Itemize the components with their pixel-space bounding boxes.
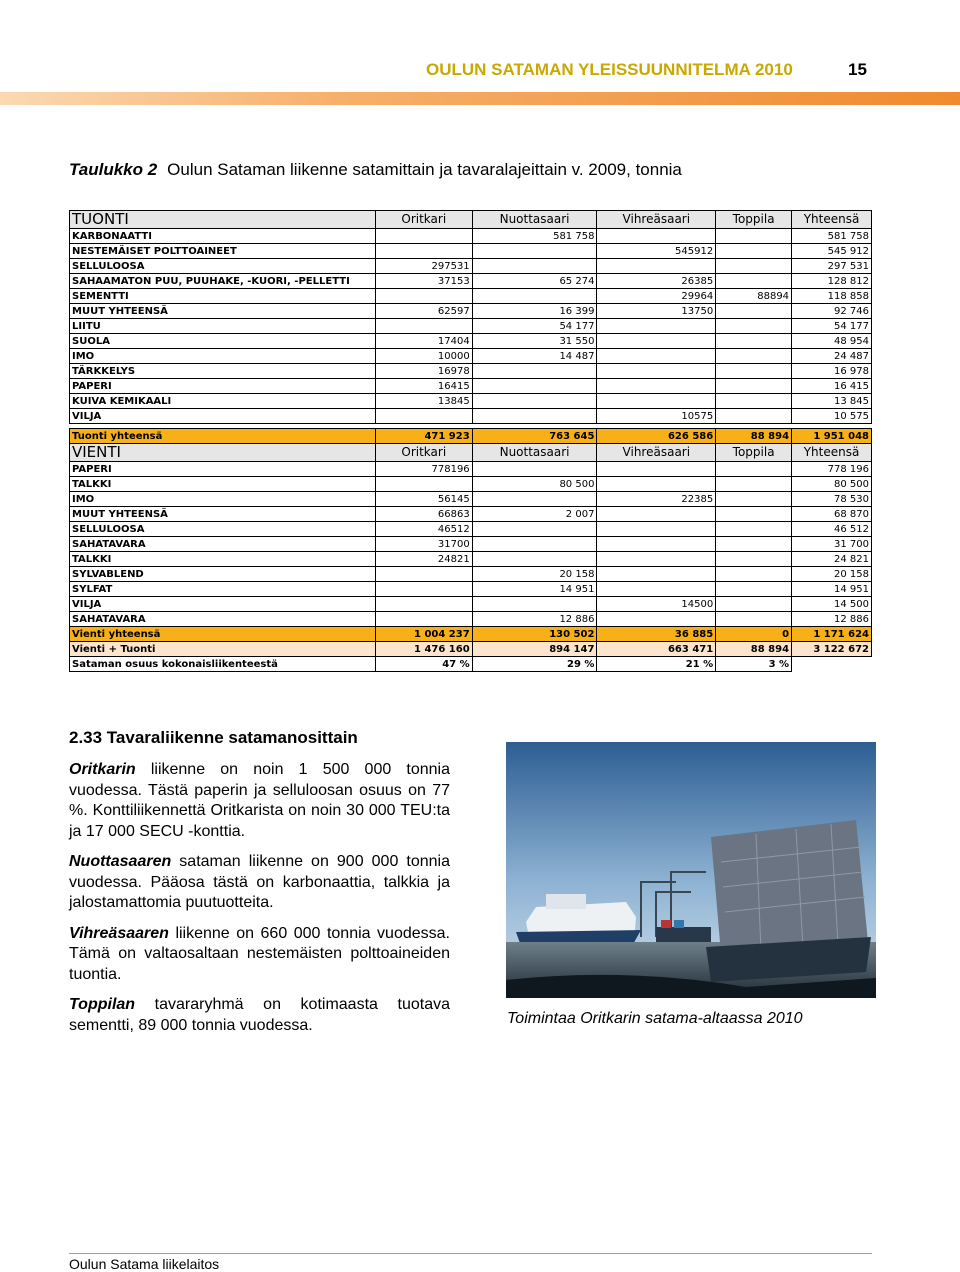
- export-total-row: [70, 627, 872, 642]
- table-cell: [597, 582, 716, 597]
- paragraph-vihreasaari: Vihreäsaaren liikenne on 660 000 tonnia vuodessa. Tämä on valtaosaltaan nestemäisten polttoaineiden tuontia.: [69, 924, 450, 983]
- table-cell: [716, 274, 792, 289]
- table-row: [70, 612, 872, 627]
- row-label: SYLVABLEND: [70, 567, 376, 582]
- row-label: SEMENTTI: [70, 289, 376, 304]
- table-cell: [472, 364, 597, 379]
- column-header: Toppila: [716, 211, 792, 229]
- row-label: Vienti yhteensä: [70, 627, 376, 642]
- table-cell: 29964: [597, 289, 716, 304]
- table-cell: [472, 394, 597, 409]
- table-cell: [375, 244, 472, 259]
- table-cell: [597, 537, 716, 552]
- table-row: [70, 379, 872, 394]
- table-cell: [472, 244, 597, 259]
- import-header-row: [70, 211, 872, 229]
- table-cell: 56145: [375, 492, 472, 507]
- row-label: VILJA: [70, 409, 376, 424]
- table-cell: [375, 409, 472, 424]
- table-cell: [472, 259, 597, 274]
- table-cell: 10575: [597, 409, 716, 424]
- table-cell: 24821: [375, 552, 472, 567]
- column-header: Yhteensä: [792, 211, 872, 229]
- table-cell: 24 487: [792, 349, 872, 364]
- table-row: [70, 597, 872, 612]
- table-row: [70, 304, 872, 319]
- table-cell: [597, 364, 716, 379]
- table-cell: [597, 612, 716, 627]
- table-row: [70, 522, 872, 537]
- table-cell: [716, 334, 792, 349]
- table-row: [70, 582, 872, 597]
- page-number: 15: [848, 60, 867, 79]
- row-label: TÄRKKELYS: [70, 364, 376, 379]
- table-cell: [597, 507, 716, 522]
- table-cell: 3 %: [716, 657, 792, 672]
- row-label: KUIVA KEMIKAALI: [70, 394, 376, 409]
- table-caption-label: Taulukko 2: [69, 160, 158, 179]
- table-cell: [375, 289, 472, 304]
- table-cell: 3 122 672: [792, 642, 872, 657]
- table-cell: 26385: [597, 274, 716, 289]
- row-label: LIITU: [70, 319, 376, 334]
- table-row: [70, 334, 872, 349]
- table-cell: [716, 537, 792, 552]
- column-header: Oritkari: [375, 211, 472, 229]
- table-cell: 10 575: [792, 409, 872, 424]
- table-cell: 88 894: [716, 642, 792, 657]
- table-cell: 16 415: [792, 379, 872, 394]
- table-cell: [375, 319, 472, 334]
- table-cell: [472, 462, 597, 477]
- header-bar: [0, 92, 960, 105]
- table-cell: 31700: [375, 537, 472, 552]
- column-header: Vihreäsaari: [597, 211, 716, 229]
- row-label: IMO: [70, 492, 376, 507]
- export-header-row: [70, 444, 872, 462]
- table-cell: [716, 379, 792, 394]
- table-cell: 36 885: [597, 627, 716, 642]
- table-row: [70, 537, 872, 552]
- photo-caption: Toimintaa Oritkarin satama-altaassa 2010: [507, 1010, 803, 1027]
- table-cell: [472, 522, 597, 537]
- row-label: SYLFAT: [70, 582, 376, 597]
- table-cell: 13845: [375, 394, 472, 409]
- table-cell: [472, 552, 597, 567]
- table-cell: 54 177: [792, 319, 872, 334]
- section-title: TUONTI: [70, 211, 376, 229]
- section-heading: 2.33 Tavaraliikenne satamanosittain: [69, 728, 358, 747]
- table-cell: [716, 612, 792, 627]
- table-cell: [716, 349, 792, 364]
- table-cell: 20 158: [472, 567, 597, 582]
- table-cell: 31 700: [792, 537, 872, 552]
- table-cell: [472, 537, 597, 552]
- table-cell: 21 %: [597, 657, 716, 672]
- table-cell: [597, 394, 716, 409]
- row-label: KARBONAATTI: [70, 229, 376, 244]
- table-cell: [597, 379, 716, 394]
- table-cell: [597, 334, 716, 349]
- table-cell: 88894: [716, 289, 792, 304]
- table-cell: 297531: [375, 259, 472, 274]
- table-cell: [597, 319, 716, 334]
- table-cell: [375, 597, 472, 612]
- table-cell: [716, 477, 792, 492]
- row-label: PAPERI: [70, 462, 376, 477]
- table-row: [70, 259, 872, 274]
- paragraph-nuottasaari: Nuottasaaren sataman liikenne on 900 000 tonnia vuodessa. Pääosa tästä on karbonaattia, talkkia ja jalostamattomia puutuotteita.: [69, 853, 450, 911]
- row-label: SUOLA: [70, 334, 376, 349]
- table-cell: 2 007: [472, 507, 597, 522]
- table-cell: 130 502: [472, 627, 597, 642]
- table-cell: 297 531: [792, 259, 872, 274]
- table-cell: [716, 259, 792, 274]
- table-cell: 48 954: [792, 334, 872, 349]
- table-row: [70, 567, 872, 582]
- table-cell: 47 %: [375, 657, 472, 672]
- row-label: TALKKI: [70, 477, 376, 492]
- table-row: [70, 492, 872, 507]
- table-cell: 545912: [597, 244, 716, 259]
- table-cell: 16 978: [792, 364, 872, 379]
- table-cell: 128 812: [792, 274, 872, 289]
- table-cell: [597, 462, 716, 477]
- row-label: Sataman osuus kokonaisliikenteestä: [70, 657, 376, 672]
- table-cell: 46512: [375, 522, 472, 537]
- table-cell: 80 500: [472, 477, 597, 492]
- table-cell: [597, 259, 716, 274]
- table-cell: 118 858: [792, 289, 872, 304]
- table-cell: [597, 522, 716, 537]
- table-cell: 62597: [375, 304, 472, 319]
- body-text: [69, 760, 450, 1046]
- table-cell: [472, 597, 597, 612]
- harbor-photo: [506, 742, 876, 998]
- table-cell: [716, 319, 792, 334]
- table-cell: 14 951: [472, 582, 597, 597]
- column-header: Vihreäsaari: [597, 444, 716, 462]
- table-cell: 16415: [375, 379, 472, 394]
- table-cell: 12 886: [792, 612, 872, 627]
- paragraph-toppila: Toppilan tavararyhmä on kotimaasta tuotava sementti, 89 000 tonnia vuodessa.: [69, 996, 450, 1034]
- table-caption: [69, 160, 682, 180]
- table-caption-text: Oulun Sataman liikenne satamittain ja tavaralajeittain v. 2009, tonnia: [167, 160, 682, 179]
- table-cell: [597, 552, 716, 567]
- table-cell: [716, 552, 792, 567]
- table-cell: 12 886: [472, 612, 597, 627]
- row-label: SELLULOOSA: [70, 522, 376, 537]
- row-label: MUUT YHTEENSÄ: [70, 304, 376, 319]
- table-cell: 31 550: [472, 334, 597, 349]
- table-cell: 626 586: [597, 429, 716, 444]
- table-cell: [716, 409, 792, 424]
- table-cell: 29 %: [472, 657, 597, 672]
- empty-cell: [792, 657, 872, 672]
- table-row: [70, 394, 872, 409]
- table-row: [70, 462, 872, 477]
- table-cell: 14 951: [792, 582, 872, 597]
- table-cell: [597, 229, 716, 244]
- table-row: [70, 229, 872, 244]
- table-cell: 37153: [375, 274, 472, 289]
- table-cell: 1 004 237: [375, 627, 472, 642]
- table-row: [70, 244, 872, 259]
- column-header: Toppila: [716, 444, 792, 462]
- import-total-row: [70, 429, 872, 444]
- table-cell: [716, 507, 792, 522]
- row-label: MUUT YHTEENSÄ: [70, 507, 376, 522]
- footer-text: Oulun Satama liikelaitos: [69, 1256, 220, 1272]
- table-cell: [472, 409, 597, 424]
- table-cell: 16 399: [472, 304, 597, 319]
- row-label: SAHAAMATON PUU, PUUHAKE, -KUORI, -PELLETTI: [70, 274, 376, 289]
- table-cell: [375, 582, 472, 597]
- table-cell: 778196: [375, 462, 472, 477]
- table-cell: 663 471: [597, 642, 716, 657]
- table-cell: 22385: [597, 492, 716, 507]
- table-row: [70, 289, 872, 304]
- traffic-table: [69, 210, 872, 672]
- footer-divider: [69, 1253, 872, 1254]
- table-cell: [716, 582, 792, 597]
- table-cell: 80 500: [792, 477, 872, 492]
- table-cell: 581 758: [472, 229, 597, 244]
- table-cell: 24 821: [792, 552, 872, 567]
- table-cell: 20 158: [792, 567, 872, 582]
- table-cell: 545 912: [792, 244, 872, 259]
- table-cell: [597, 477, 716, 492]
- table-cell: 16978: [375, 364, 472, 379]
- table-cell: 13750: [597, 304, 716, 319]
- table-cell: [716, 492, 792, 507]
- column-header: Yhteensä: [792, 444, 872, 462]
- table-cell: [716, 229, 792, 244]
- table-cell: [716, 304, 792, 319]
- running-header-title: OULUN SATAMAN YLEISSUUNNITELMA 2010: [426, 60, 793, 79]
- table-row: [70, 477, 872, 492]
- table-cell: 471 923: [375, 429, 472, 444]
- row-label: SELLULOOSA: [70, 259, 376, 274]
- table-cell: 1 476 160: [375, 642, 472, 657]
- table-cell: 65 274: [472, 274, 597, 289]
- table-cell: 17404: [375, 334, 472, 349]
- grand-total-row: [70, 642, 872, 657]
- table-cell: [716, 244, 792, 259]
- column-header: Oritkari: [375, 444, 472, 462]
- row-label: SAHATAVARA: [70, 537, 376, 552]
- table-row: [70, 349, 872, 364]
- table-cell: 68 870: [792, 507, 872, 522]
- section-title: VIENTI: [70, 444, 376, 462]
- table-cell: [472, 379, 597, 394]
- share-row: [70, 657, 872, 672]
- table-cell: [597, 349, 716, 364]
- row-label: NESTEMÄISET POLTTOAINEET: [70, 244, 376, 259]
- table-cell: [716, 597, 792, 612]
- table-cell: [716, 567, 792, 582]
- table-cell: 1 951 048: [792, 429, 872, 444]
- table-cell: 14500: [597, 597, 716, 612]
- table-cell: [716, 364, 792, 379]
- table-cell: 1 171 624: [792, 627, 872, 642]
- table-cell: 66863: [375, 507, 472, 522]
- row-label: VILJA: [70, 597, 376, 612]
- table-cell: [716, 522, 792, 537]
- table-cell: [716, 394, 792, 409]
- row-label: TALKKI: [70, 552, 376, 567]
- row-label: IMO: [70, 349, 376, 364]
- row-label: Vienti + Tuonti: [70, 642, 376, 657]
- table-cell: 54 177: [472, 319, 597, 334]
- table-cell: [375, 477, 472, 492]
- table-cell: 763 645: [472, 429, 597, 444]
- table-cell: 46 512: [792, 522, 872, 537]
- table-cell: 581 758: [792, 229, 872, 244]
- table-cell: [597, 567, 716, 582]
- table-cell: [375, 229, 472, 244]
- table-cell: [472, 492, 597, 507]
- table-cell: 10000: [375, 349, 472, 364]
- table-cell: 88 894: [716, 429, 792, 444]
- table-row: [70, 274, 872, 289]
- table-row: [70, 552, 872, 567]
- table-cell: 78 530: [792, 492, 872, 507]
- table-cell: 0: [716, 627, 792, 642]
- table-cell: 14 487: [472, 349, 597, 364]
- row-label: Tuonti yhteensä: [70, 429, 376, 444]
- row-label: PAPERI: [70, 379, 376, 394]
- table-row: [70, 364, 872, 379]
- table-cell: 894 147: [472, 642, 597, 657]
- column-header: Nuottasaari: [472, 211, 597, 229]
- table-cell: 14 500: [792, 597, 872, 612]
- row-label: SAHATAVARA: [70, 612, 376, 627]
- table-cell: 13 845: [792, 394, 872, 409]
- table-cell: [716, 462, 792, 477]
- table-cell: [472, 289, 597, 304]
- table-cell: 778 196: [792, 462, 872, 477]
- column-header: Nuottasaari: [472, 444, 597, 462]
- table-cell: [375, 567, 472, 582]
- table-cell: 92 746: [792, 304, 872, 319]
- table-row: [70, 507, 872, 522]
- table-cell: [375, 612, 472, 627]
- paragraph-oritkari: Oritkarin liikenne on noin 1 500 000 tonnia vuodessa. Tästä paperin ja selluloosan osuus on 77 %. Konttiliikennettä Oritkarista on noin 30 000 TEU:ta ja 17 000 SECU -konttia.: [69, 761, 450, 840]
- table-row: [70, 409, 872, 424]
- table-row: [70, 319, 872, 334]
